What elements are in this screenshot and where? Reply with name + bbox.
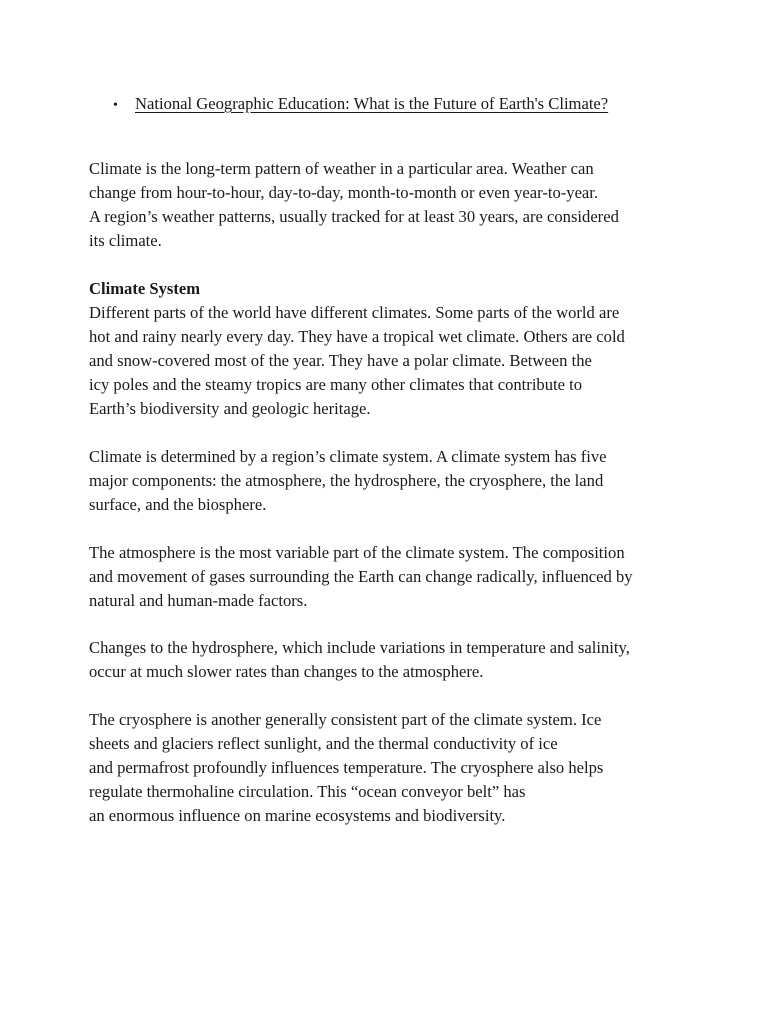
text-line: and snow-covered most of the year. They have a polar climate. Between the [89,351,592,370]
paragraph-cryosphere [89,708,603,828]
text-line: an enormous influence on marine ecosystems and biodiversity. [89,806,506,825]
text-line: Climate is the long-term pattern of weather in a particular area. Weather can [89,159,594,178]
text-line: major components: the atmosphere, the hydrosphere, the cryosphere, the land [89,471,604,490]
text-line: hot and rainy nearly every day. They have a tropical wet climate. Others are cold [89,327,625,346]
text-line: sheets and glaciers reflect sunlight, and the thermal conductivity of ice [89,734,558,753]
paragraph-atmosphere [89,541,633,613]
bullet-icon: • [113,98,118,113]
section-climate-system [89,277,625,421]
text-line: The cryosphere is another generally consistent part of the climate system. Ice [89,710,602,729]
text-line: The atmosphere is the most variable part of the climate system. The composition [89,543,625,562]
text-line: occur at much slower rates than changes to the atmosphere. [89,662,484,681]
text-line: change from hour-to-hour, day-to-day, month-to-month or even year-to-year. [89,183,599,202]
section-heading: Climate System [89,279,201,298]
text-line: Changes to the hydrosphere, which include variations in temperature and salinity, [89,638,630,657]
reference-list-item [113,92,608,118]
text-line: and permafrost profoundly influences temperature. The cryosphere also helps [89,758,604,777]
text-line: natural and human-made factors. [89,591,308,610]
reference-link[interactable]: National Geographic Education: What is the Future of Earth's Climate? [135,94,609,113]
text-line: its climate. [89,231,162,250]
paragraph-hydrosphere [89,636,630,684]
text-line: and movement of gases surrounding the Earth can change radically, influenced by [89,567,633,586]
paragraph-climate-definition [89,157,619,253]
text-line: regulate thermohaline circulation. This “ocean conveyor belt” has [89,782,526,801]
text-line: icy poles and the steamy tropics are many other climates that contribute to [89,375,583,394]
paragraph-climate-components [89,445,607,517]
text-line: Climate is determined by a region’s climate system. A climate system has five [89,447,607,466]
text-line: A region’s weather patterns, usually tracked for at least 30 years, are considered [89,207,619,226]
text-line: Different parts of the world have different climates. Some parts of the world are [89,303,620,322]
text-line: surface, and the biosphere. [89,495,267,514]
text-line: Earth’s biodiversity and geologic heritage. [89,399,371,418]
